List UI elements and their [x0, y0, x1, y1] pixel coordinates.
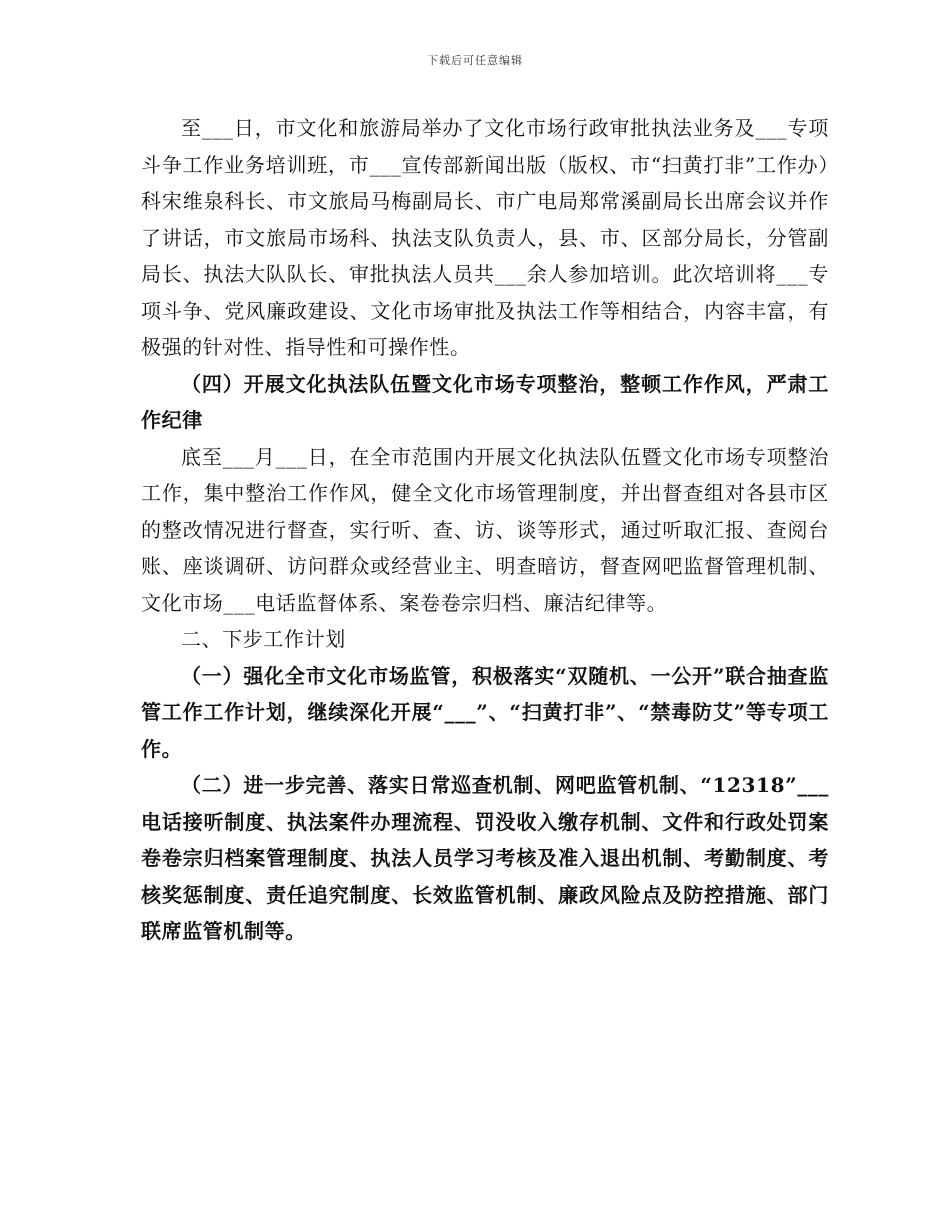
paragraph-rectification: 底至___月___日，在全市范围内开展文化执法队伍暨文化市场专项整治工作，集中整治工作作风，健全文化市场管理制度，并出督查组对各县市区的整改情况进行督查，实行听、查、访、谈等形式，通过听取汇报、查阅台账、座谈调研、访问群众或经营业主、明查暗访，督查网吧监督管理机制、文化市场___电话监督体系、案卷卷宗归档、廉洁纪律等。 [141, 444, 829, 615]
paragraph-training: 至___日，市文化和旅游局举办了文化市场行政审批执法业务及___专项斗争工作业务培训班，市___宣传部新闻出版（版权、市“扫黄打非”工作办）科宋维泉科长、市文旅局马梅副局长、市广电局郑常溪副局长出席会议并作了讲话，市文旅局市场科、执法支队负责人，县、市、区部分局长，分管副局长、执法大队队长、审批执法人员共___余人参加培训。此次培训将___专项斗争、党风廉政建设、文化市场审批及执法工作等相结合，内容丰富，有极强的针对性、指导性和可操作性。 [141, 116, 829, 359]
paragraph-plan-two: （二）进一步完善、落实日常巡查机制、网吧监管机制、“12318”___电话接听制度、执法案件办理流程、罚没收入缴存机制、文件和行政处罚案卷卷宗归档案管理制度、执法人员学习考核及准入退出机制、考勤制度、考核奖惩制度、责任追究制度、长效监管机制、廉政风险点及防控措施、部门联席监管机制等。 [141, 773, 829, 943]
heading-section-four: （四）开展文化执法队伍暨文化市场专项整治，整顿工作作风，严肃工作纪律 [141, 371, 829, 432]
document-body [141, 110, 829, 950]
paragraph-plan-one: （一）强化全市文化市场监管，积极落实“双随机、一公开”联合抽查监管工作工作计划，继续深化开展“___”、“扫黄打非”、“禁毒防艾”等专项工作。 [141, 663, 829, 761]
heading-next-steps: 二、下步工作计划 [181, 627, 346, 651]
header-note: 下载后可任意编辑 [427, 54, 523, 67]
